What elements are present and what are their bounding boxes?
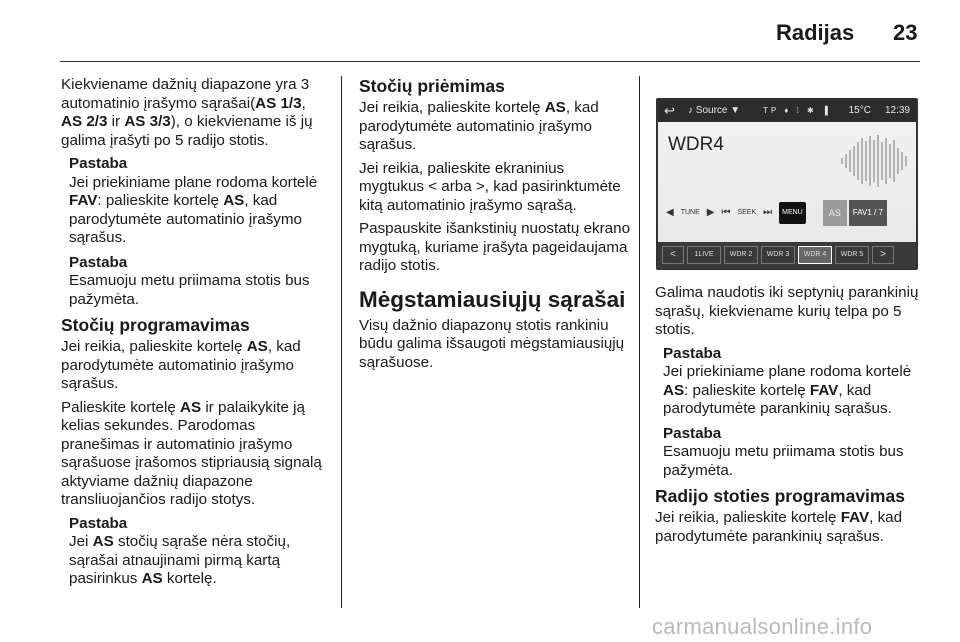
watermark: carmanualsonline.info xyxy=(652,614,873,639)
audio-wave-icon xyxy=(838,132,910,190)
radio-top-bar xyxy=(658,100,916,122)
seek-left-button[interactable]: ⏮ xyxy=(721,206,731,218)
column-1 xyxy=(61,76,333,595)
source-button[interactable]: ♪ Source ▼ xyxy=(688,104,741,116)
column-divider-1 xyxy=(341,76,342,608)
preset-button-selected[interactable]: WDR 4 xyxy=(798,246,832,264)
note-current-station: Pastaba Esamuoju metu priimama stotis bus pažymėta. xyxy=(69,253,310,308)
page-number: 23 xyxy=(893,20,918,45)
paragraph-fav-lists: Galima naudotis iki septynių parankinių sąrašų, kiekviename kurių telpa po 5 stotis. xyxy=(655,284,919,338)
page-title: Radijas xyxy=(776,20,855,45)
preset-bar xyxy=(658,242,916,268)
section-title-station-programming: Radijo stoties programavimas xyxy=(655,486,905,506)
header-divider xyxy=(60,61,920,62)
paragraph-programming-1: Jei reikia, palieskite kortelę AS, kad parodytumėte automatinio įrašymo sąrašus. xyxy=(61,338,301,392)
radio-screen-illustration xyxy=(656,98,918,270)
column-2 xyxy=(359,76,631,377)
column-divider-2 xyxy=(639,76,640,608)
paragraph-reception-2: Jei reikia, palieskite ekraninius mygtukus < arba >, kad pasirinktumėte kitą automatinio įrašymo sąrašą. xyxy=(359,159,621,214)
tune-left-button[interactable]: ◀ xyxy=(666,206,674,218)
preset-button[interactable]: WDR 3 xyxy=(761,246,795,264)
temperature: 15°C xyxy=(848,104,871,116)
preset-button[interactable]: WDR 5 xyxy=(835,246,869,264)
preset-button[interactable]: WDR 2 xyxy=(724,246,758,264)
back-icon[interactable]: ↩ xyxy=(664,102,675,118)
section-title-programming: Stočių programavimas xyxy=(61,315,250,335)
fav-tab[interactable]: FAV1 / 7 xyxy=(849,200,887,227)
paragraph-programming-2: Palieskite kortelę AS ir palaikykite ją kelias sekundes. Parodomas pranešimas ir automatinio įrašymo sąrašuose įrašomos stipriausią signalą aktyviame dažnių diapazone transliuojančios radijo stotys. xyxy=(61,398,322,508)
preset-button[interactable]: 1LIVE xyxy=(687,246,721,264)
paragraph-favourites: Visų dažnio diapazonų stotis rankiniu būdu galima išsaugoti mėgstamiausiųjų sąrašuose. xyxy=(359,316,625,371)
menu-button[interactable]: MENU xyxy=(779,202,806,225)
clock: 12:39 xyxy=(884,104,910,116)
section-title-favourites: Mėgstamiausiųjų sąrašai xyxy=(359,286,626,312)
note-fav-tab: Pastaba Jei priekiniame plane rodoma kortelė FAV: palieskite kortelę AS, kad parodytumėte automatinio įrašymo sąrašus. xyxy=(69,155,318,246)
as-tab[interactable]: AS xyxy=(823,200,847,227)
tune-label: TUNE xyxy=(680,208,700,216)
next-list-button[interactable]: > xyxy=(872,246,894,264)
tune-right-button[interactable]: ▶ xyxy=(706,206,715,218)
seek-right-button[interactable]: ⏭ xyxy=(763,206,773,218)
radio-controls xyxy=(658,200,916,226)
station-name: WDR4 xyxy=(668,134,724,155)
note-current-station-2: Pastaba Esamuoju metu priimama stotis bus pažymėta. xyxy=(663,424,904,479)
page-header xyxy=(0,0,960,60)
paragraph-reception-3: Paspauskite išankstinių nuostatų ekrano mygtuką, kuriame įrašyta pageidaujama radijo stotis. xyxy=(359,220,631,274)
note-empty-list: Pastaba Jei AS stočių sąraše nėra stočių, sąrašai atnaujinami pirmą kartą pasirinkus AS kortelę. xyxy=(69,514,291,587)
prev-list-button[interactable]: < xyxy=(662,246,684,264)
column-3 xyxy=(655,76,927,551)
section-title-reception: Stočių priėmimas xyxy=(359,76,505,96)
paragraph-station-programming: Jei reikia, palieskite kortelę FAV, kad parodytumėte parankinių sąrašus. xyxy=(655,509,903,545)
status-icons: TP ♦ ⁞ ✱ ▐ xyxy=(762,105,831,115)
paragraph-intro: Kiekviename dažnių diapazone yra 3 automatinio įrašymo sąrašai(AS 1/3, AS 2/3 ir AS 3/3), o kiekviename iš jų galima įrašyti po 5 radijo stotis. xyxy=(61,76,313,149)
seek-label: SEEK xyxy=(737,208,757,216)
note-as-tab: Pastaba Jei priekiniame plane rodoma kortelė AS: palieskite kortelę FAV, kad parodytumėte parankinių sąrašus. xyxy=(663,344,912,417)
paragraph-reception-1: Jei reikia, palieskite kortelę AS, kad parodytumėte automatinio įrašymo sąrašus. xyxy=(359,99,599,153)
